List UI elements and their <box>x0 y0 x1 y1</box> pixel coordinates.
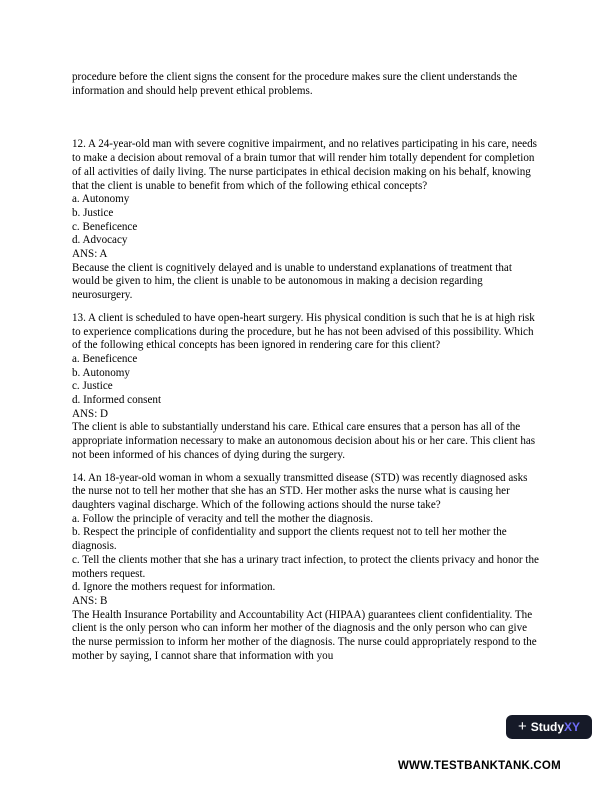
answer-key: ANS: B <box>72 594 108 607</box>
studyxy-badge[interactable] <box>506 715 592 739</box>
option-b: b. Autonomy <box>72 366 130 379</box>
intro-paragraph: procedure before the client signs the consent for the procedure makes sure the client understands the information and should help prevent ethical problems. <box>72 71 518 97</box>
plus-icon: + <box>517 718 527 735</box>
brand-logo <box>531 720 580 734</box>
answer-key: ANS: A <box>72 248 108 261</box>
document-body <box>72 71 542 672</box>
footer-url[interactable]: WWW.TESTBANKTANK.COM <box>398 760 561 772</box>
brand-name-main: Study <box>530 720 565 734</box>
answer-key: ANS: D <box>72 407 109 420</box>
brand-name-accent: XY <box>564 720 581 734</box>
option-a: a. Follow the principle of veracity and tell the mother the diagnosis. <box>72 512 373 525</box>
rationale: Because the client is cognitively delayed and is unable to understand explanations of treatment that would be given to him, the client is unable to be autonomous in making a decision regarding neurosurgery. <box>72 261 512 302</box>
question-stem: 14. An 18-year-old woman in whom a sexually transmitted disease (STD) was recently diagnosed asks the nurse not to tell her mother that she has an STD. Her mother asks the nurse what is causing her daughters vaginal discharge. Which of the following actions should the nurse take? <box>72 471 528 511</box>
rationale: The client is able to substantially understand his care. Ethical care ensures that a person has all of the appropriate information necessary to make an autonomous decision about his or her care. This client has not been informed of his chances of dying during the surgery. <box>72 421 536 461</box>
question-stem: 12. A 24-year-old man with severe cognitive impairment, and no relatives participating in his care, needs to make a decision about removal of a brain tumor that will render him totally dependent for completion of all activities of daily living. The nurse participates in ethical decision making on his behalf, knowing that the client is unable to benefit from which of the following ethical concepts? <box>72 138 537 192</box>
option-a: a. Beneficence <box>72 352 138 365</box>
option-b: b. Justice <box>72 206 114 219</box>
question-12 <box>72 138 542 302</box>
option-d: d. Advocacy <box>72 234 128 247</box>
option-b: b. Respect the principle of confidentiality and support the clients request not to tell her mother the diagnosis. <box>72 526 507 553</box>
option-a: a. Autonomy <box>72 193 130 206</box>
question-stem: 13. A client is scheduled to have open-heart surgery. His physical condition is such that he is at high risk to experience complications during the procedure, but he has not been advised of this possibility. Which of the following ethical concepts has been ignored in rendering care for this client? <box>72 311 535 352</box>
option-c: c. Beneficence <box>72 220 138 233</box>
option-d: d. Informed consent <box>72 394 162 407</box>
option-d: d. Ignore the mothers request for information. <box>72 581 276 594</box>
option-c: c. Tell the clients mother that she has a urinary tract infection, to protect the clients privacy and honor the mothers request. <box>72 553 539 580</box>
rationale: The Health Insurance Portability and Accountability Act (HIPAA) guarantees client confidentiality. The client is the only person who can inform her mother of the diagnosis and the only person who can give the nurse permission to inform her mother of the diagnosis. The nurse could appropriately respond to the mother by saying, I cannot share that information with you <box>72 608 537 662</box>
question-13 <box>72 312 542 463</box>
question-14 <box>72 472 542 664</box>
option-c: c. Justice <box>72 380 113 393</box>
